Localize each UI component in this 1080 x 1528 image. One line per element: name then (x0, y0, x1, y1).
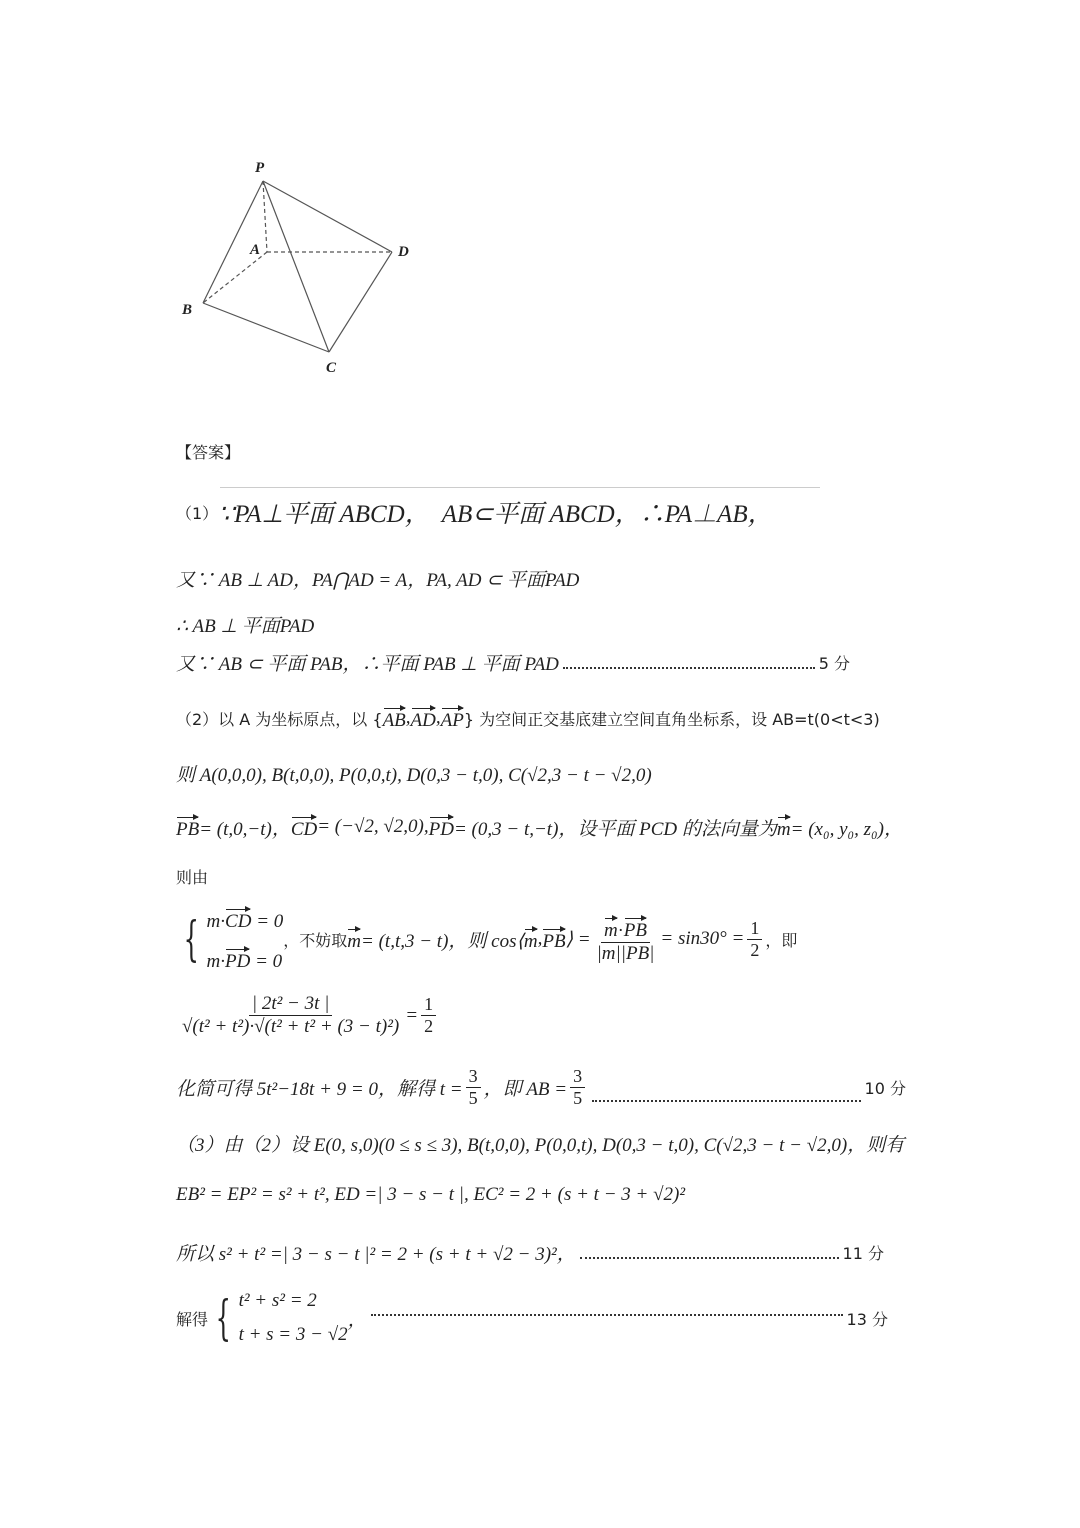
dot-leader (592, 1099, 860, 1102)
part3-line2: EB² = EP² = s² + t², ED =| 3 − s − t |, EC² = 2 + (s + t − 3 + √2)² (176, 1184, 686, 1205)
part2-line3: PB = (t,0,−t)， CD = (−√2, √2,0), PD = (0,3 − t,−t)，设平面 PCD 的法向量为 m = (x₀, y₀, z₀)， (176, 813, 903, 841)
part1-line1: （1） ∵PA⊥平面 ABCD， AB⊂平面 ABCD，∴PA⊥AB， (176, 501, 773, 528)
answer-heading: 【答案】 (176, 443, 241, 462)
dot-leader (580, 1256, 839, 1259)
part2-line7: 化简可得 5t²−18t + 9 = 0，解得 t = $\frac{3}{5}$ ，即 AB = $\frac{3}{5}$ 10 分 (176, 1066, 906, 1108)
label-C: C (326, 360, 337, 376)
part3-line1: （3）由（2）设 E(0, s,0)(0 ≤ s ≤ 3), B(t,0,0), P(0,0,t), D(0,3 − t,0), C(√2,3 − t − √2,0)，则有 (176, 1135, 905, 1156)
equation-system: { t² + s² = 2 t + s = 3 − √2 (215, 1290, 348, 1346)
pyramid-diagram (0, 0, 460, 400)
part1-line2: 又∵ AB ⊥ AD，PA⋂AD = A，PA, AD ⊂ 平面PAD (176, 570, 580, 591)
label-D: D (398, 244, 409, 260)
divider (220, 487, 820, 488)
part2-line2: 则 A(0,0,0), B(t,0,0), P(0,0,t), D(0,3 − t,0), C(√2,3 − t − √2,0) (176, 765, 652, 786)
label-B: B (182, 302, 193, 318)
part2-line1: （2）以 A 为坐标原点，以 { AB , AD , AP } 为空间正交基底建立空间直角坐标系，设 AB=t(0<t<3) (176, 704, 880, 732)
part1-line4: 又∵ AB ⊂ 平面 PAB，∴平面 PAB ⊥ 平面 PAD 5 分 (176, 654, 850, 675)
label-A: A (250, 242, 261, 258)
part2-line6: $\frac{\text{| 2t² − 3t |}}{\text{√(t² + t²)·√(t² + t² + (3 − t)²)}}$ = $\frac{1}{2}$ (176, 993, 439, 1038)
label-P: P (255, 160, 265, 176)
dot-leader (563, 666, 815, 669)
cosine-fraction: $\frac{m\cdot PB}{|m||PB|}$ (594, 914, 658, 965)
part2-line5: { m·CD = 0 m·PD = 0 ，不妨取 m = (t,t,3 − t)，则 cos⟨ m , PB ⟩ = $\frac{m\cdot PB}{|m||PB|}$ = sin30° = $\frac{1}{2}$ ，即 (176, 905, 797, 973)
part2-line4: 则由 (176, 868, 209, 887)
part3-line4: 解得 { t² + s² = 2 t + s = 3 − √2 ， 13 分 (176, 1290, 888, 1346)
dot-leader (371, 1313, 843, 1316)
part3-line3: 所以 s² + t² =| 3 − s − t |² = 2 + (s + t + √2 − 3)²， 11 分 (176, 1244, 884, 1265)
part1-line3: ∴ AB ⊥ 平面PAD (176, 616, 315, 637)
equation-system: { m·CD = 0 m·PD = 0 (176, 905, 283, 973)
